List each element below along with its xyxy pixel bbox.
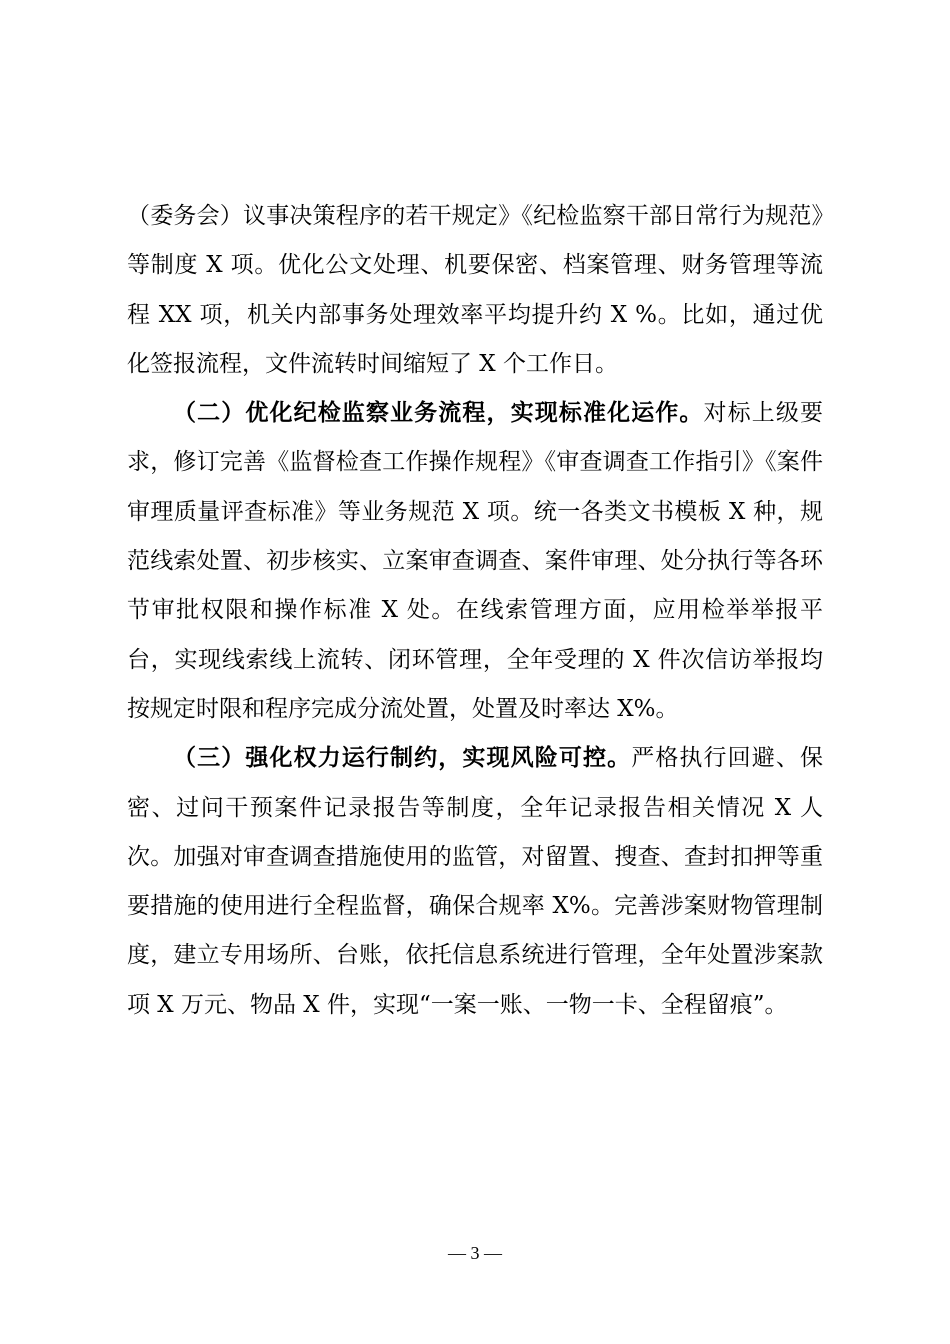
- section-2-body: 对标上级要求，修订完善《监督检查工作操作规程》《审查调查工作指引》《案件审理质量评查标准》等业务规范 X 项。统一各类文书模板 X 种，规范线索处置、初步核实、立案审查调查、案件审理、处分执行等各环节审批权限和操作标准 X 处。在线索管理方面，应用检举举报平台，实现线索线上流转、闭环管理，全年受理的 X 件次信访举报均按规定时限和程序完成分流处置，处置及时率达 X%。: [127, 400, 824, 722]
- document-body: [127, 192, 823, 1030]
- paragraph-section-2: [127, 389, 823, 734]
- paragraph-section-3: [127, 734, 823, 1030]
- section-3-heading: （三）强化权力运行制约，实现风险可控。: [173, 745, 632, 772]
- section-2-heading: （二）优化纪检监察业务流程，实现标准化运作。: [173, 400, 704, 427]
- page-number: — 3 —: [448, 1243, 502, 1263]
- paragraph-1-body: （委务会）议事决策程序的若干规定》《纪检监察干部日常行为规范》等制度 X 项。优化公文处理、机要保密、档案管理、财务管理等流程 XX 项，机关内部事务处理效率平均提升约 X %。比如，通过优化签报流程，文件流转时间缩短了 X 个工作日。: [127, 203, 823, 377]
- section-3-body: 严格执行回避、保密、过问干预案件记录报告等制度，全年记录报告相关情况 X 人次。加强对审查调查措施使用的监管，对留置、搜查、查封扣押等重要措施的使用进行全程监督，确保合规率 X%。完善涉案财物管理制度，建立专用场所、台账，依托信息系统进行管理，全年处置涉案款项 X 万元、物品 X 件，实现“一案一账、一物一卡、全程留痕”。: [127, 745, 824, 1018]
- paragraph-continuation: [127, 192, 823, 389]
